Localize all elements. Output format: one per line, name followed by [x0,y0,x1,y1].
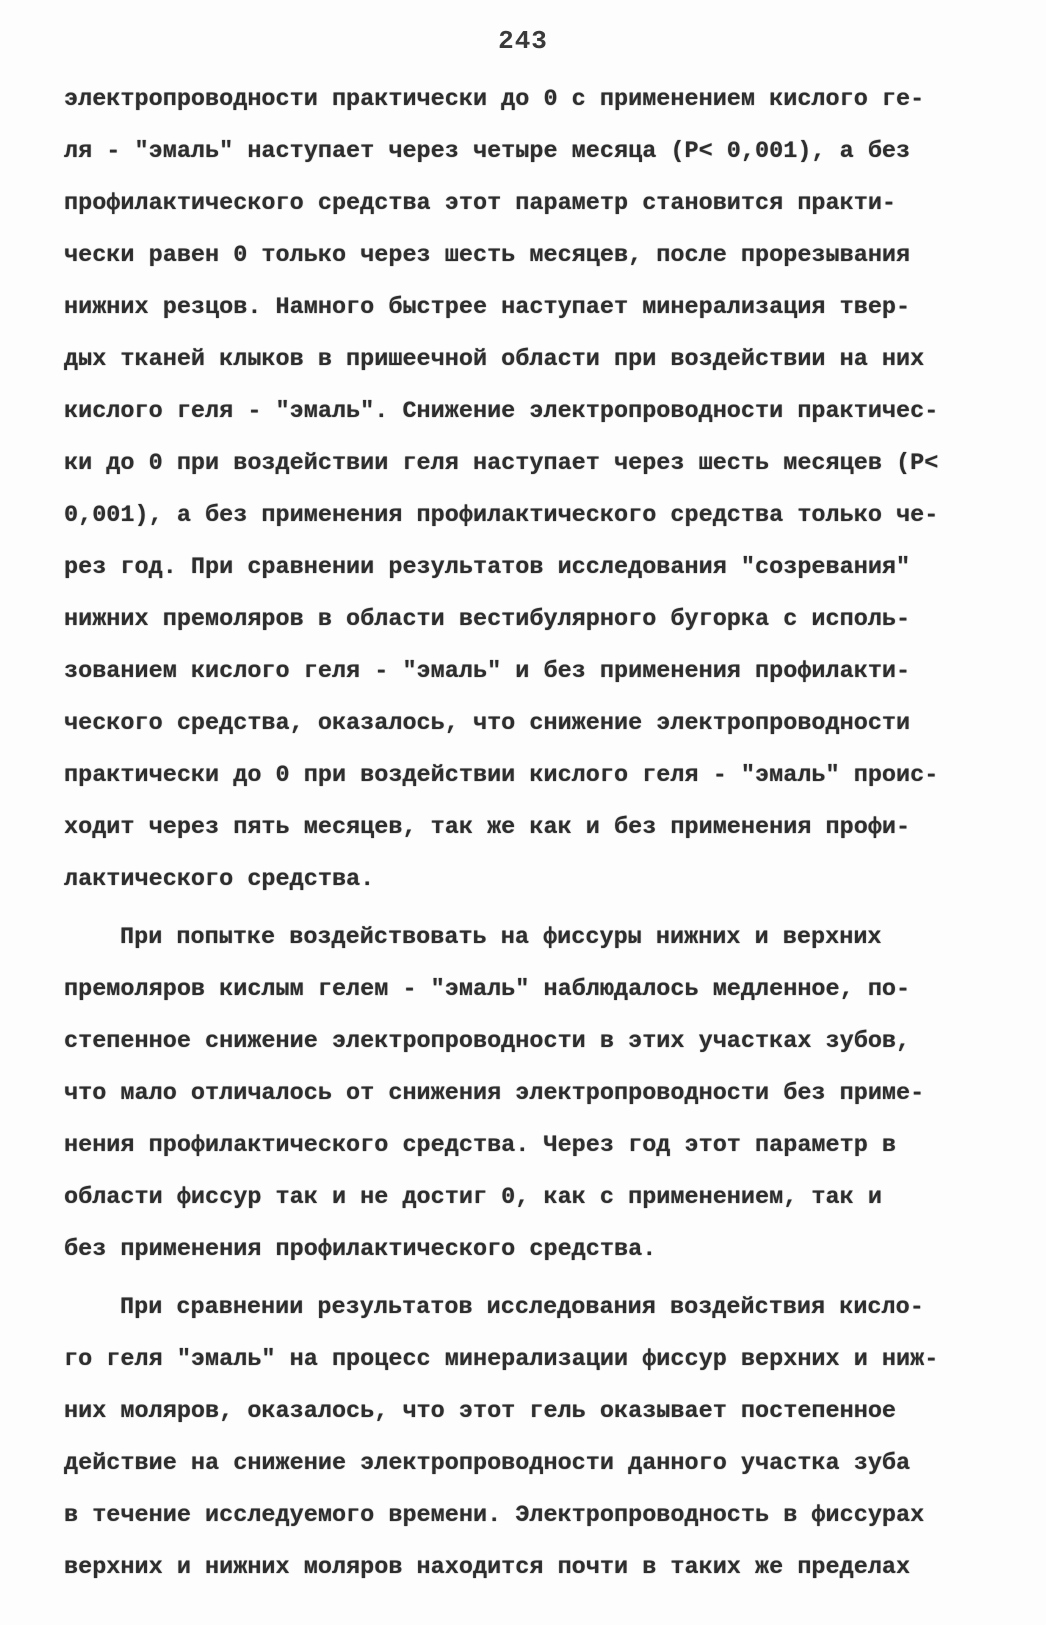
text-line: нения профилактического средства. Через год этот параметр в [64,1132,897,1159]
text-line: области фиссур так и не достиг 0, как с применением, так и [64,1184,882,1211]
text-line: зованием кислого геля - "эмаль" и без применения профилакти- [64,658,911,685]
text-line: При попытке воздействовать на фиссуры нижних и верхних [120,924,882,951]
text-line: рез год. При сравнении результатов исследования "созревания" [64,554,911,581]
text-line: 0,001), а без применения профилактического средства только че- [64,502,939,529]
text-line: кислого геля - "эмаль". Снижение электропроводности практичес- [64,398,939,425]
text-line: степенное снижение электропроводности в этих участках зубов, [64,1028,911,1055]
body-text [64,74,984,1594]
text-line: электропроводности практически до 0 с применением кислого ге- [64,86,925,113]
paragraph-1 [64,74,984,906]
paragraph-2 [64,912,984,1276]
text-line: что мало отличалось от снижения электропроводности без приме- [64,1080,925,1107]
text-line: ля - "эмаль" наступает через четыре месяца (P< 0,001), а без [64,138,911,165]
text-line: лактического средства. [64,866,375,893]
text-line: профилактического средства этот параметр становится практи- [64,190,897,217]
text-line: го геля "эмаль" на процесс минерализации фиссур верхних и ниж- [64,1346,939,1373]
text-line: дых тканей клыков в пришеечной области при воздействии на них [64,346,925,373]
text-line: действие на снижение электропроводности данного участка зуба [64,1450,911,1477]
page-number: 243 [498,26,548,56]
text-line: чески равен 0 только через шесть месяцев, после прорезывания [64,242,911,269]
text-line: премоляров кислым гелем - "эмаль" наблюдалось медленное, по- [64,976,911,1003]
text-line: верхних и нижних моляров находится почти в таких же пределах [64,1554,911,1581]
text-line: ходит через пять месяцев, так же как и без применения профи- [64,814,911,841]
text-line: практически до 0 при воздействии кислого геля - "эмаль" проис- [64,762,939,789]
paragraph-3 [64,1282,984,1594]
text-line: ческого средства, оказалось, что снижение электропроводности [64,710,911,737]
text-line: При сравнении результатов исследования воздействия кисло- [120,1294,924,1321]
text-line: без применения профилактического средства. [64,1236,657,1263]
text-line: в течение исследуемого времени. Электропроводность в фиссурах [64,1502,925,1529]
text-line: нижних резцов. Намного быстрее наступает минерализация твер- [64,294,911,321]
text-line: ки до 0 при воздействии геля наступает через шесть месяцев (P< [64,450,939,477]
text-line: нижних премоляров в области вестибулярного бугорка с исполь- [64,606,911,633]
text-line: них моляров, оказалось, что этот гель оказывает постепенное [64,1398,897,1425]
